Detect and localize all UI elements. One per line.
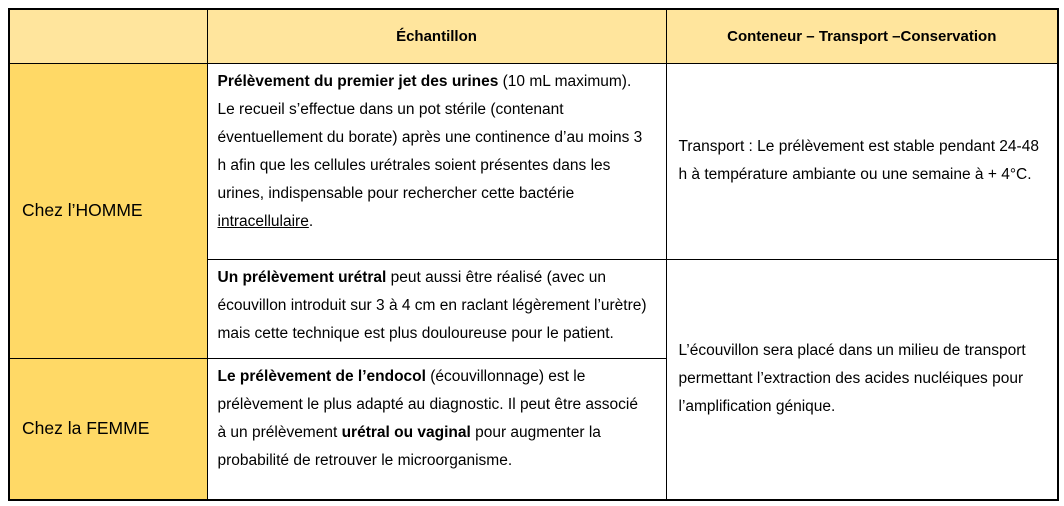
cell-urethral-sample: Un prélèvement urétral peut aussi être réalisé (avec un écouvillon introduit sur 3 à 4 cm en raclant légèrement l’urètre) mais cette technique est plus douloureuse pour le patient. (207, 259, 666, 358)
cell-swab-transport-medium: L’écouvillon sera placé dans un milieu de transport permettant l’extraction des acides nucléiques pour l’amplification génique. (666, 259, 1058, 500)
specimen-collection-table (8, 8, 1059, 501)
row-label-femme: Chez la FEMME (9, 358, 207, 500)
header-echantillon: Échantillon (207, 9, 666, 63)
header-empty-cell (9, 9, 207, 63)
table-row (9, 63, 1058, 259)
header-conteneur-transport-conservation: Conteneur – Transport –Conservation (666, 9, 1058, 63)
cell-transport-stability: Transport : Le prélèvement est stable pendant 24-48 h à température ambiante ou une semaine à + 4°C. (666, 63, 1058, 259)
header-row (9, 9, 1058, 63)
cell-urine-sample: Prélèvement du premier jet des urines (10 mL maximum). Le recueil s’effectue dans un pot stérile (contenant éventuellement du borate) après une continence d’au moins 3 h afin que les cellules urétrales soient présentes dans les urines, indispensable pour rechercher cette bactérie intracellulaire. (207, 63, 666, 259)
cell-endocol-sample: Le prélèvement de l’endocol (écouvillonnage) est le prélèvement le plus adapté au diagnostic. Il peut être associé à un prélèvement urétral ou vaginal pour augmenter la probabilité de retrouver le microorganisme. (207, 358, 666, 500)
row-label-homme: Chez l’HOMME (9, 63, 207, 358)
